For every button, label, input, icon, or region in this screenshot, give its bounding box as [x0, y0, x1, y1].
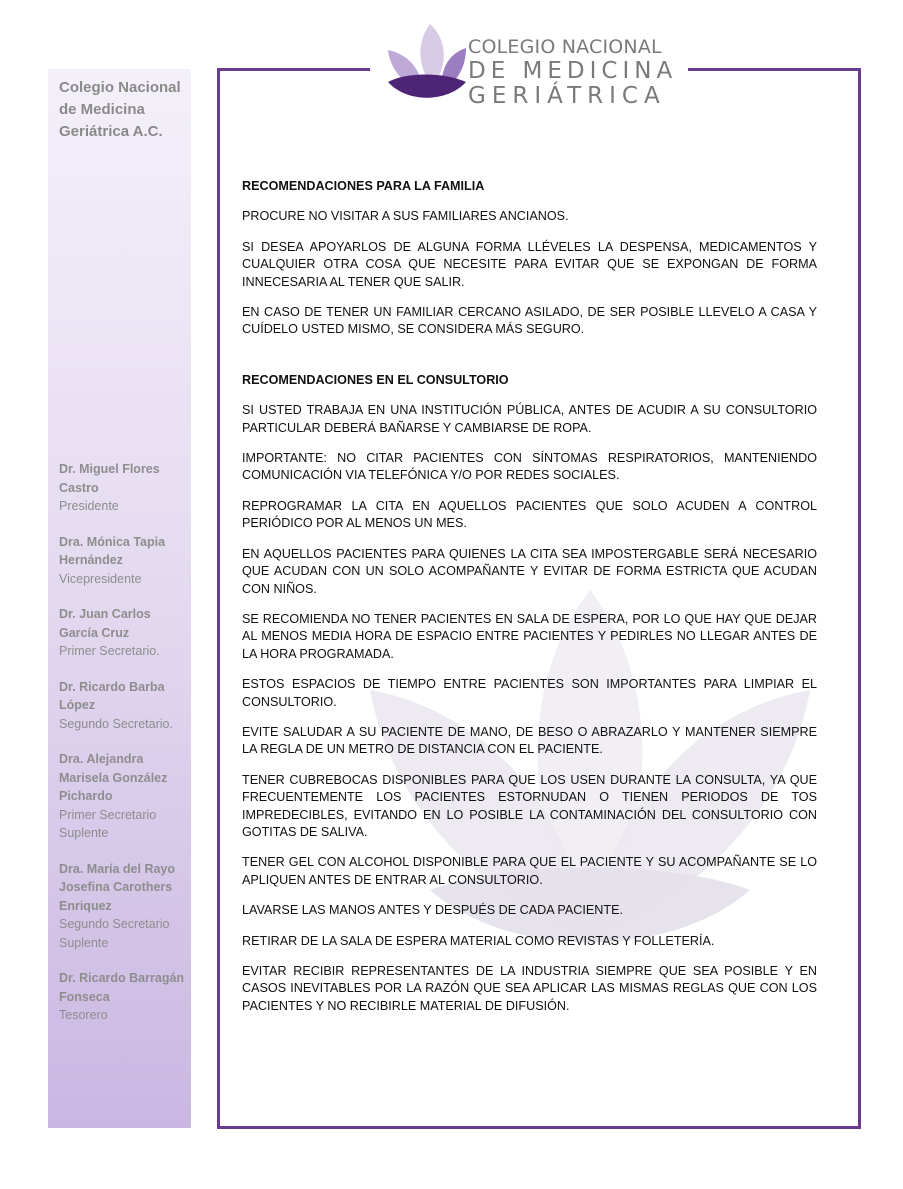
officer-role: Vicepresidente — [59, 571, 142, 586]
officer-entry — [59, 860, 187, 953]
paragraph: EVITAR RECIBIR REPRESENTANTES DE LA INDUSTRIA SIEMPRE QUE SEA POSIBLE Y EN CASOS INEVITABLES POR LA RAZÓN QUE SEA APLICAR LAS MISMAS REGLAS QUE CON LOS PACIENTES Y NO RECIBIRLE MATERIAL DE DIFUSIÓN. — [242, 964, 817, 1013]
college-logo — [370, 18, 688, 118]
paragraph: EN CASO DE TENER UN FAMILIAR CERCANO ASILADO, DE SER POSIBLE LLEVELO A CASA Y CUÍDELO USTED MISMO, SE CONSIDERA MÁS SEGURO. — [242, 305, 817, 337]
officer-entry — [59, 460, 187, 516]
sidebar — [48, 69, 191, 1128]
officer-list — [59, 460, 187, 1042]
officer-entry — [59, 678, 187, 734]
officer-name: Dr. Miguel Flores Castro — [59, 462, 160, 495]
lotus-logo-icon — [382, 20, 472, 110]
paragraph: IMPORTANTE: NO CITAR PACIENTES CON SÍNTOMAS RESPIRATORIOS, MANTENIENDO COMUNICACIÓN VIA TELEFÓNICA Y/O POR REDES SOCIALES. — [242, 451, 817, 483]
paragraph: REPROGRAMAR LA CITA EN AQUELLOS PACIENTES QUE SOLO ACUDEN A CONTROL PERIÓDICO POR AL MENOS UN MES. — [242, 498, 817, 531]
logo-wordmark — [468, 35, 677, 109]
officer-name: Dr. Juan Carlos García Cruz — [59, 607, 151, 640]
paragraph: EVITE SALUDAR A SU PACIENTE DE MANO, DE BESO O ABRAZARLO Y MANTENER SIEMPRE LA REGLA DE UN METRO DE DISTANCIA CON EL PACIENTE. — [242, 724, 817, 757]
paragraph: PROCURE NO VISITAR A SUS FAMILIARES ANCIANOS. — [242, 209, 569, 224]
officer-entry — [59, 533, 187, 589]
section-heading-family: RECOMENDACIONES PARA LA FAMILIA — [242, 179, 485, 193]
section-spacer — [242, 352, 817, 372]
paragraph: EN AQUELLOS PACIENTES PARA QUIENES LA CITA SEA IMPOSTERGABLE SERÁ NECESARIO QUE ACUDAN CON UN SOLO ACOMPAÑANTE Y EVITAR DE FORMA ESTRICTA QUE ACUDAN CON NIÑOS. — [242, 546, 817, 596]
paragraph: SI USTED TRABAJA EN UNA INSTITUCIÓN PÚBLICA, ANTES DE ACUDIR A SU CONSULTORIO PARTICULAR DEBERÁ BAÑARSE Y CAMBIARSE DE ROPA. — [242, 403, 817, 435]
paragraph: SE RECOMIENDA NO TENER PACIENTES EN SALA DE ESPERA, POR LO QUE HAY QUE DEJAR AL MENOS MEDIA HORA DE ESPACIO ENTRE PACIENTES Y PEDIRLES NO LLEGAR ANTES DE LA HORA PROGRAMADA. — [242, 611, 817, 661]
paragraph: TENER CUBREBOCAS DISPONIBLES PARA QUE LOS USEN DURANTE LA CONSULTA, YA QUE FRECUENTEMENTE LOS PACIENTES ESTORNUDAN O TIENEN PERIODOS DE TOS IMPREDECIBLES, EVITANDO EN LO POSIBLE LA CONTAMINACIÓN DEL CONSULTORIO CON GOTITAS DE SALIVA. — [242, 772, 817, 839]
officer-entry — [59, 605, 187, 661]
paragraph: TENER GEL CON ALCOHOL DISPONIBLE PARA QUE EL PACIENTE Y SU ACOMPAÑANTE SE LO APLIQUEN ANTES DE ENTRAR AL CONSULTORIO. — [242, 855, 817, 887]
officer-role: Primer Secretario Suplente — [59, 807, 157, 840]
logo-line-2: DE MEDICINA — [468, 58, 678, 84]
logo-line-3: GERIÁTRICA — [468, 83, 666, 109]
officer-name: Dra. María del Rayo Josefina Carothers Enriquez — [59, 861, 176, 913]
officer-role: Tesorero — [59, 1008, 108, 1022]
paragraph: SI DESEA APOYARLOS DE ALGUNA FORMA LLÉVELES LA DESPENSA, MEDICAMENTOS Y CUALQUIER OTRA COSA QUE NECESITE PARA EVITAR QUE SE EXPONGAN DE FORMA INNECESARIA AL TENER QUE SALIR. — [242, 239, 817, 289]
officer-name: Dra. Alejandra Marisela González Pichardo — [59, 752, 168, 803]
officer-name: Dra. Mónica Tapia Hernández — [59, 534, 166, 567]
officer-role: Segundo Secretario. — [59, 716, 173, 731]
section-heading-office: RECOMENDACIONES EN EL CONSULTORIO — [242, 372, 509, 387]
officer-name: Dr. Ricardo Barragán Fonseca — [59, 971, 185, 1004]
paragraph: ESTOS ESPACIOS DE TIEMPO ENTRE PACIENTES SON IMPORTANTES PARA LIMPIAR EL CONSULTORIO. — [242, 677, 817, 709]
logo-line-1: COLEGIO NACIONAL — [468, 36, 662, 58]
officer-name: Dr. Ricardo Barba López — [59, 679, 165, 712]
paragraph: LAVARSE LAS MANOS ANTES Y DESPUÉS DE CADA PACIENTE. — [242, 903, 623, 918]
officer-role: Primer Secretario. — [59, 644, 160, 658]
officer-entry — [59, 969, 187, 1025]
officer-role: Presidente — [59, 499, 119, 513]
document-body — [242, 178, 817, 1028]
officer-entry — [59, 750, 187, 843]
officer-role: Segundo Secretario Suplente — [59, 917, 170, 950]
sidebar-org-name: Colegio Nacional de Medicina Geriátrica A.C. — [59, 79, 181, 140]
paragraph: RETIRAR DE LA SALA DE ESPERA MATERIAL COMO REVISTAS Y FOLLETERÍA. — [242, 933, 715, 948]
